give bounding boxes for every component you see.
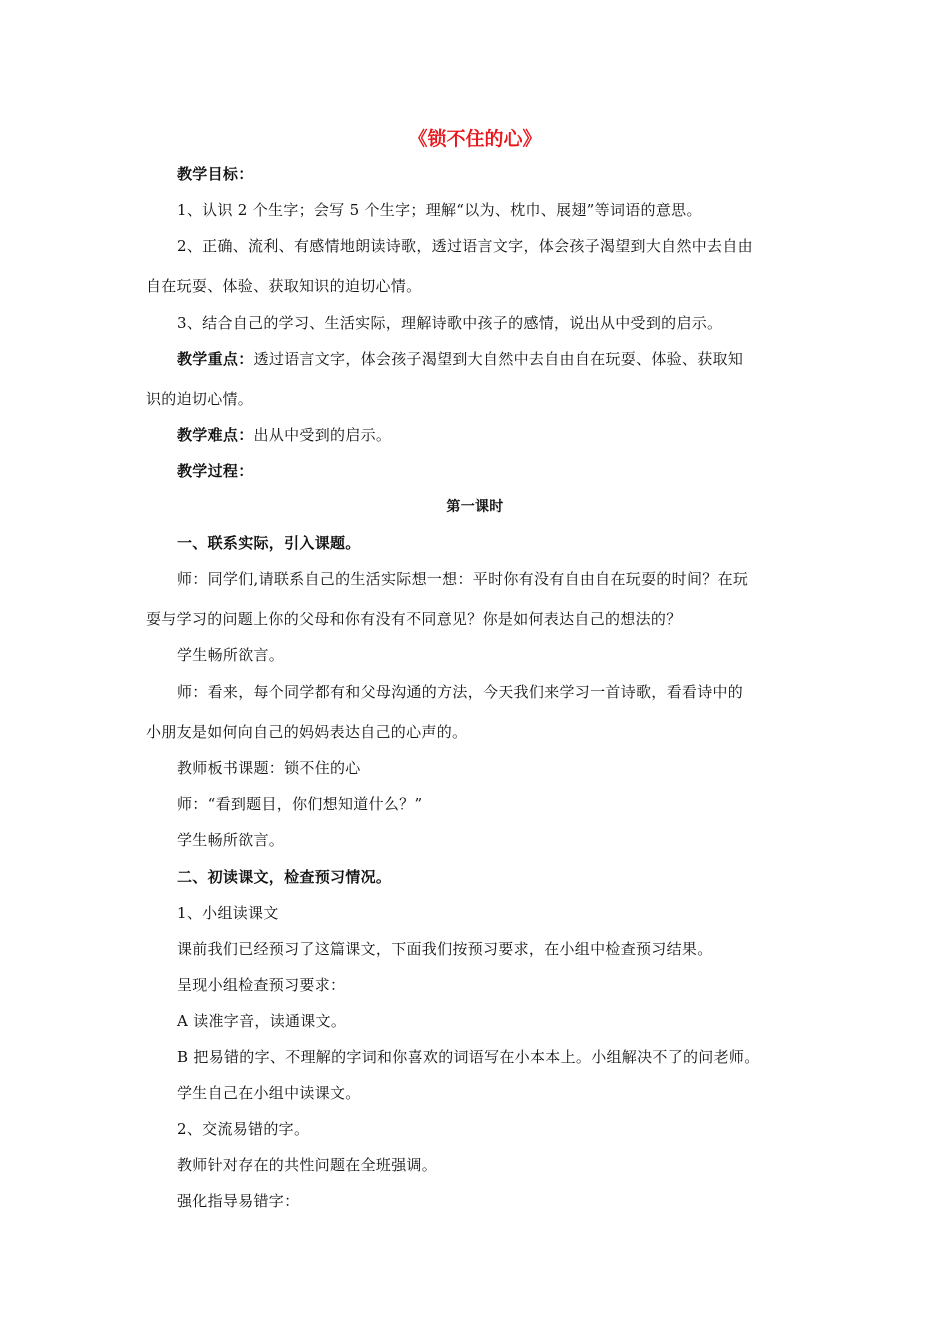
section-2-heading: 二、初读课文，检查预习情况。 bbox=[177, 868, 392, 886]
difficulty-label: 教学难点： bbox=[177, 426, 254, 444]
section-1-paragraph-2: 学生畅所欲言。 bbox=[177, 646, 285, 664]
section-1-paragraph-5: 师：“看到题目，你们想知道什么？” bbox=[177, 795, 423, 813]
difficulty-text: 出从中受到的启示。 bbox=[253, 426, 392, 444]
objective-2-line-1: 2、正确、流利、有感情地朗读诗歌，透过语言文字，体会孩子渴望到大自然中去自由 bbox=[177, 237, 753, 255]
section-1-paragraph-6: 学生畅所欲言。 bbox=[177, 831, 285, 849]
section-2-paragraph-3: 呈现小组检查预习要求： bbox=[177, 976, 346, 994]
section-2-paragraph-8: 教师针对存在的共性问题在全班强调。 bbox=[177, 1156, 438, 1174]
section-2-paragraph-7: 2、交流易错的字。 bbox=[177, 1120, 310, 1138]
key-points-line-2: 识的迫切心情。 bbox=[146, 390, 254, 408]
section-2-paragraph-6: 学生自己在小组中读课文。 bbox=[177, 1084, 361, 1102]
section-2-paragraph-9: 强化指导易错字： bbox=[177, 1192, 300, 1210]
key-points-paragraph bbox=[177, 349, 743, 369]
key-points-text: 透过语言文字，体会孩子渴望到大自然中去自由自在玩耍、体验、获取知 bbox=[253, 350, 744, 368]
section-2-paragraph-1: 1、小组读课文 bbox=[177, 904, 279, 922]
section-1-paragraph-1-line-1: 师：同学们,请联系自己的生活实际想一想：平时你有没有自由自在玩耍的时间？在玩 bbox=[177, 570, 749, 588]
section-2-paragraph-2: 课前我们已经预习了这篇课文，下面我们按预习要求，在小组中检查预习结果。 bbox=[177, 940, 713, 958]
section-1-paragraph-4: 教师板书课题：锁不住的心 bbox=[177, 759, 361, 777]
section-1-paragraph-3-line-1: 师：看来，每个同学都有和父母沟通的方法，今天我们来学习一首诗歌，看看诗中的 bbox=[177, 683, 744, 701]
section-1-paragraph-3-line-2: 小朋友是如何向自己的妈妈表达自己的心声的。 bbox=[146, 723, 468, 741]
section-1-paragraph-1-line-2: 耍与学习的问题上你的父母和你有没有不同意见？你是如何表达自己的想法的？ bbox=[146, 610, 682, 628]
lesson-heading: 第一课时 bbox=[446, 499, 504, 515]
key-points-label: 教学重点： bbox=[177, 350, 254, 368]
objectives-heading: 教学目标： bbox=[177, 165, 254, 183]
section-2-paragraph-5: B 把易错的字、不理解的字词和你喜欢的词语写在小本本上。小组解决不了的问老师。 bbox=[177, 1048, 760, 1066]
objective-3: 3、结合自己的学习、生活实际，理解诗歌中孩子的感情，说出从中受到的启示。 bbox=[177, 314, 723, 332]
objective-1: 1、认识 2 个生字；会写 5 个生字；理解“以为、枕巾、展翅”等词语的意思。 bbox=[177, 201, 702, 219]
process-heading: 教学过程： bbox=[177, 462, 254, 480]
document-title: 《锁不住的心》 bbox=[408, 128, 542, 150]
section-2-paragraph-4: A 读准字音，读通课文。 bbox=[177, 1012, 347, 1030]
section-1-heading: 一、联系实际，引入课题。 bbox=[177, 534, 361, 552]
objective-2-line-2: 自在玩耍、体验、获取知识的迫切心情。 bbox=[146, 277, 422, 295]
difficulty-paragraph bbox=[177, 425, 391, 445]
